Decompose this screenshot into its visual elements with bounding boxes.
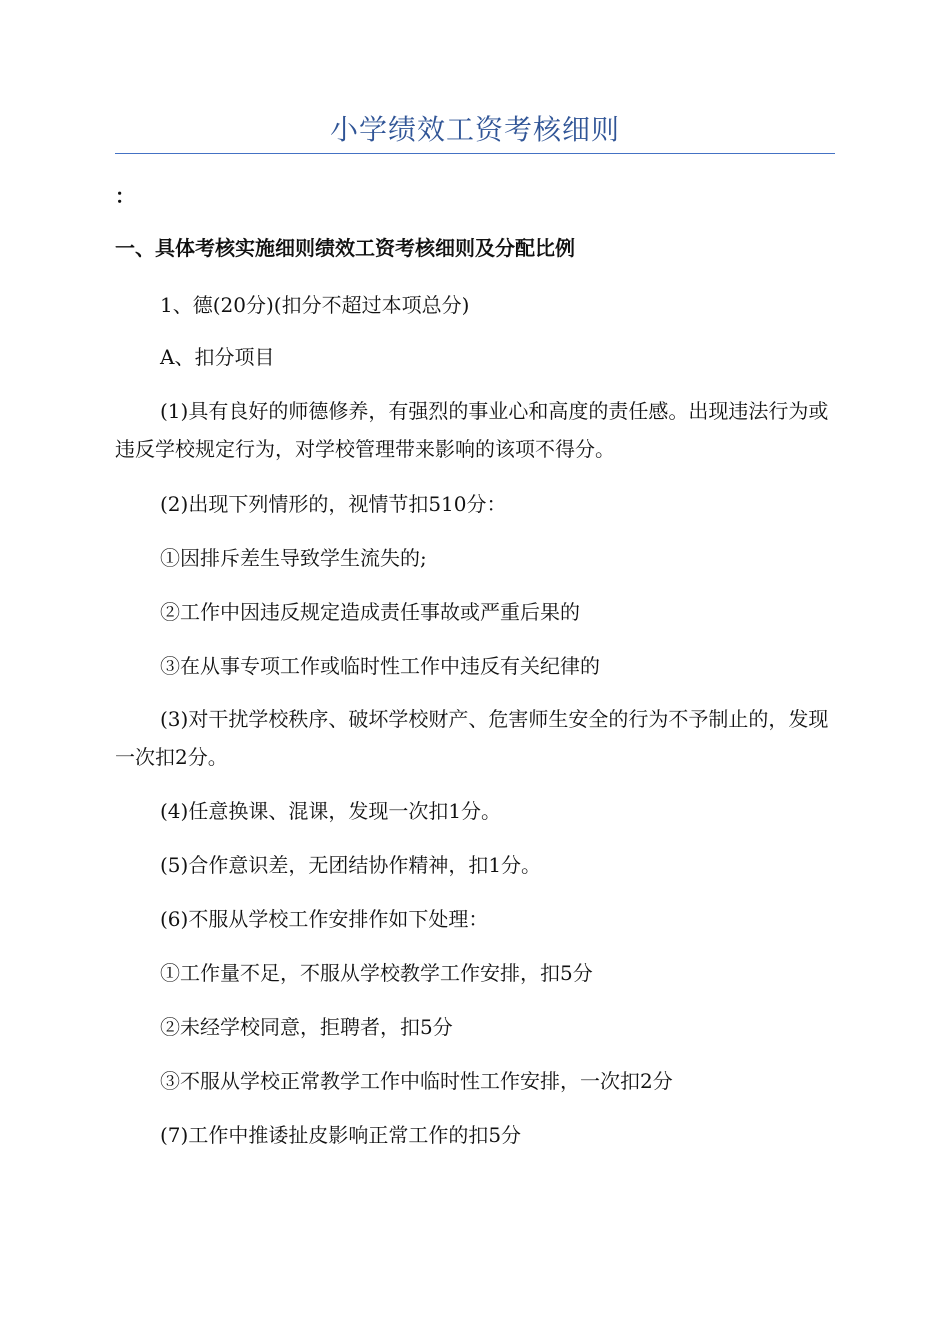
paragraph-8: (3)对干扰学校秩序、破坏学校财产、危害师生安全的行为不予制止的，发现一次扣2分。 [115, 707, 829, 769]
paragraph-9: (4)任意换课、混课，发现一次扣1分。 [160, 799, 502, 823]
paragraph-2: A、扣分项目 [160, 345, 275, 369]
paragraph-11: (6)不服从学校工作安排作如下处理： [160, 907, 489, 931]
paragraph-13: ②未经学校同意，拒聘者，扣5分 [160, 1015, 453, 1039]
colon-mark: ： [115, 184, 135, 208]
paragraph-3: (1)具有良好的师德修养，有强烈的事业心和高度的责任感。出现违法行为或违反学校规定行为，对学校管理带来影响的该项不得分。 [115, 399, 829, 461]
paragraph-1: 1、德(20分)(扣分不超过本项总分) [160, 293, 470, 317]
paragraph-10: (5)合作意识差，无团结协作精神，扣1分。 [160, 853, 542, 877]
title-underline [115, 153, 835, 154]
paragraph-15: (7)工作中推诿扯皮影响正常工作的扣5分 [160, 1123, 522, 1147]
paragraph-14: ③不服从学校正常教学工作中临时性工作安排，一次扣2分 [160, 1069, 673, 1093]
paragraph-12: ①工作量不足，不服从学校教学工作安排，扣5分 [160, 961, 593, 985]
paragraph-4: (2)出现下列情形的，视情节扣510分： [160, 492, 507, 516]
paragraph-7: ③在从事专项工作或临时性工作中违反有关纪律的 [160, 654, 600, 678]
paragraph-6: ②工作中因违反规定造成责任事故或严重后果的 [160, 600, 580, 624]
document-title: 小学绩效工资考核细则 [329, 113, 620, 146]
section-heading: 一、具体考核实施细则绩效工资考核细则及分配比例 [115, 236, 575, 260]
paragraph-5: ①因排斥差生导致学生流失的; [160, 546, 427, 570]
